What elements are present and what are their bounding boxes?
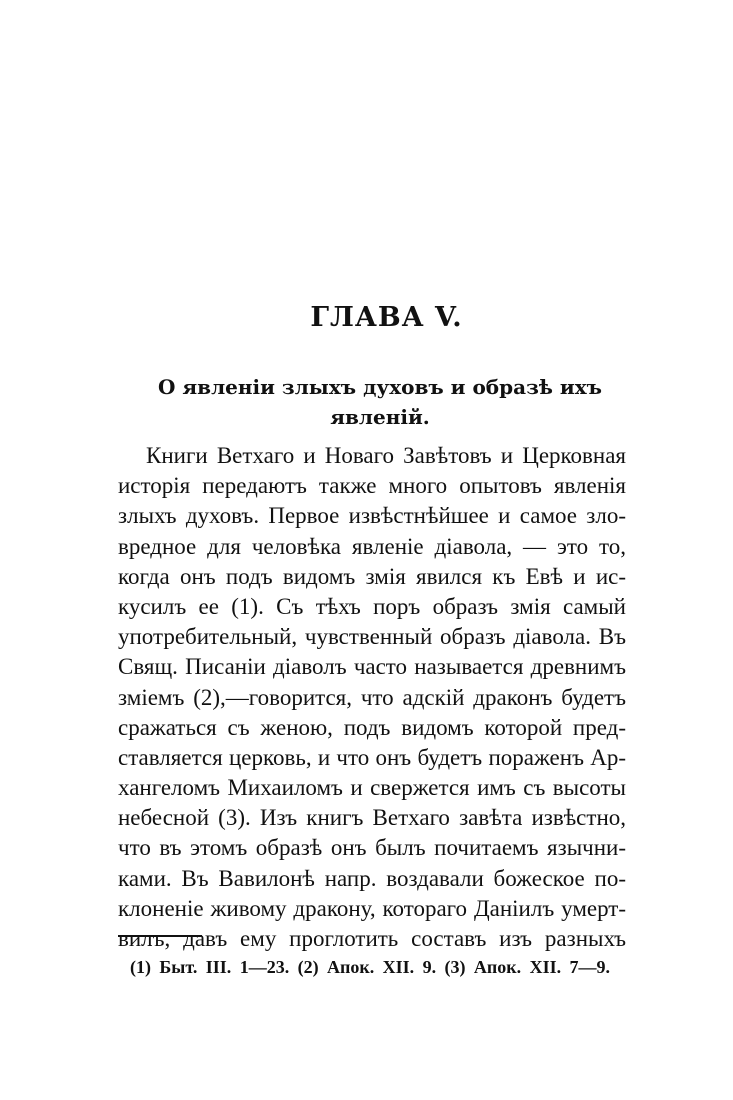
text-line: Книги Ветхаго и Новаго Завѣтовъ и Церковная	[146, 443, 626, 468]
text-line: исторія передаютъ также много опытовъ явленія	[118, 473, 626, 499]
body-text	[118, 441, 626, 954]
text-line: Свящ. Писаніи діаволъ часто называется древнимъ	[118, 654, 626, 680]
chapter-subtitle	[140, 372, 620, 432]
text-line: зміемъ (2),—говорится, что адскій драконъ будетъ	[118, 684, 626, 710]
text-line: когда онъ подъ видомъ змія явился къ Евѣ и ис-	[118, 563, 626, 589]
text-line: клоненіе живому дракону, котораго Даніилъ умерт-	[118, 895, 626, 921]
text-line: хангеломъ Михаиломъ и свержется имъ съ высоты	[118, 775, 626, 801]
chapter-title: ГЛАВА V.	[310, 302, 463, 333]
text-line: ками. Въ Вавилонѣ напр. воздавали божеское по-	[118, 865, 626, 891]
text-line: что въ этомъ образѣ онъ былъ почитаемъ язычни-	[118, 835, 626, 861]
footnotes: (1) Быт. III. 1—23. (2) Апок. XII. 9. (3) Апок. XII. 7—9.	[130, 957, 611, 977]
text-line: сражаться съ женою, подъ видомъ которой пред-	[118, 714, 626, 740]
text-line: вилъ, давъ ему проглотить составъ изъ разныхъ	[118, 926, 626, 951]
text-line: вредное для человѣка явленіе діавола, — это то,	[118, 533, 626, 559]
text-line: небесной (3). Изъ книгъ Ветхаго завѣта извѣстно,	[118, 805, 626, 831]
footnote-divider	[118, 935, 202, 937]
text-line: кусилъ ее (1). Съ тѣхъ поръ образъ змія самый	[118, 593, 626, 619]
subtitle-line-1: О явленіи злыхъ духовъ и образѣ ихъ	[158, 375, 602, 399]
text-line: ставляется церковь, и что онъ будетъ пораженъ Ар-	[118, 744, 626, 770]
subtitle-line-2: явленій.	[330, 405, 430, 429]
text-line: употребительный, чувственный образъ діавола. Въ	[118, 624, 626, 650]
text-line: злыхъ духовъ. Первое извѣстнѣйшее и самое зло-	[118, 503, 626, 529]
